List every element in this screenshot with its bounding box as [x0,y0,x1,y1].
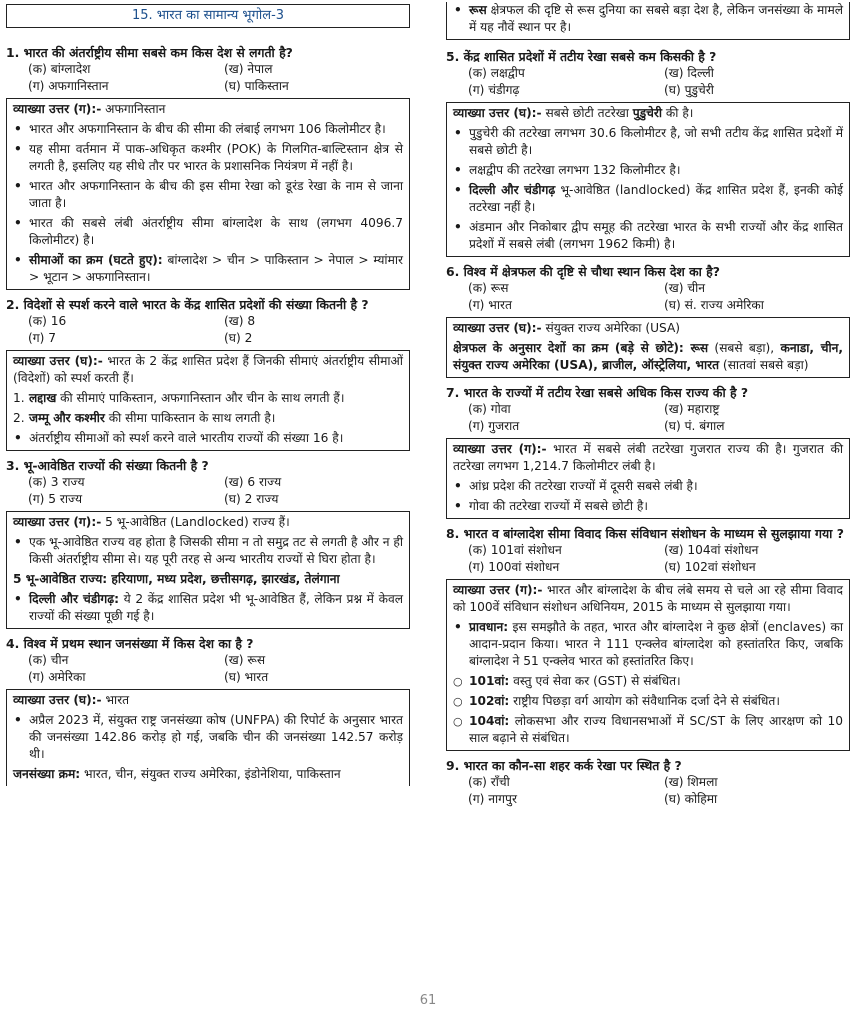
option: (ग) 7 [28,331,56,345]
explanation-head: व्याख्या उत्तर (घ):- भारत [13,693,130,707]
bullet: • सीमाओं का क्रम (घटते हुए): बांग्लादेश > चीन > पाकिस्तान > नेपाल > म्यांमार > भूटान > अफगानिस्तान। [13,252,403,286]
options-4 [6,652,410,686]
option: (ख) 6 राज्य [224,475,282,489]
option: (घ) 2 राज्य [224,492,279,506]
bullet: • दिल्ली और चंडीगढ़ भू-आवेष्ठित (landlocked) केंद्र शासित प्रदेश हैं, इनकी कोई तटरेखा नहीं है। [453,182,843,216]
option: (ख) चीन [664,281,706,295]
question-8: 8. भारत व बांग्लादेश सीमा विवाद किस संविधान संशोधन के माध्यम से सुलझाया गया ? [446,526,844,541]
option: (ग) नागपुर [468,792,517,806]
explanation-1 [6,98,410,290]
numbered-item: 1. लद्दाख की सीमाएं पाकिस्तान, अफगानिस्तान और चीन के साथ लगती हैं। [13,391,345,405]
explanation-head: व्याख्या उत्तर (ग):- अफगानिस्तान [13,102,166,116]
question-2: 2. विदेशों से स्पर्श करने वाले भारत के केंद्र शासित प्रदेशों की संख्या कितनी है ? [6,297,369,312]
options-8 [446,542,850,576]
option: (ख) 8 [224,314,256,328]
explanation-5 [446,102,850,257]
option: (क) 3 राज्य [28,475,85,489]
options-5 [446,65,850,99]
numbered-item: 2. जम्मू और कश्मीर की सीमा पाकिस्तान के साथ लगती है। [13,411,276,425]
option: (ग) अमेरिका [28,670,86,684]
bullet: • प्रावधान: इस समझौते के तहत, भारत और बांग्लादेश ने कुछ क्षेत्रों (enclaves) का आदान-प्रदान किया। भारत ने 111 एन्क्लेव बांग्लादेश को हस्तांतरित किए, जबकि बांग्लादेश ने 51 एन्क्लेव भारत को हस्तांतरित किए। [453,619,843,670]
right-column [446,2,850,811]
question-6: 6. विश्व में क्षेत्रफल की दृष्टि से चौथा स्थान किस देश का है? [446,264,720,279]
explanation-3 [6,511,410,629]
explanation-6 [446,317,850,378]
bullet: • अंडमान और निकोबार द्वीप समूह की तटरेखा भारत के सभी राज्यों और केंद्र शासित प्रदेशों में सबसे लंबी (लगभग 1962 किमी) है। [453,219,843,253]
bullet: • अंतर्राष्ट्रीय सीमाओं को स्पर्श करने वाले भारतीय राज्यों की संख्या 16 है। [13,430,403,447]
area-order: क्षेत्रफल के अनुसार देशों का क्रम (बड़े से छोटे): रूस (सबसे बड़ा), कनाडा, चीन, संयुक्त राज्य अमेरिका (USA), ब्राजील, ऑस्ट्रेलिया, भारत (सातवां सबसे बड़ा) [453,341,843,372]
bullet: • पुडुचेरी की तटरेखा लगभग 30.6 किलोमीटर है, जो सभी तटीय केंद्र शासित प्रदेशों में सबसे छोटी है। [453,125,843,159]
landlocked-states: 5 भू-आवेष्ठित राज्य: हरियाणा, मध्य प्रदेश, छत्तीसगढ़, झारखंड, तेलंगाना [13,572,340,586]
option: (घ) कोहिमा [664,792,718,806]
option: (घ) पं. बंगाल [664,419,725,433]
option: (घ) भारत [224,670,269,684]
bullet: • गोवा की तटरेखा राज्यों में सबसे छोटी है। [453,498,843,515]
option: (घ) 2 [224,331,253,345]
question-4: 4. विश्व में प्रथम स्थान जनसंख्या में किस देश का है ? [6,636,254,651]
page-number: 61 [419,993,437,1008]
option: (घ) 102वां संशोधन [664,560,756,574]
option: (क) गोवा [468,402,511,416]
bullet: • दिल्ली और चंडीगढ़: ये 2 केंद्र शासित प्रदेश भी भू-आवेष्ठित हैं, लेकिन प्रश्न में केवल राज्यों की संख्या पूछी गई है। [13,591,403,625]
option: (ख) शिमला [664,775,718,789]
options-9 [446,774,850,808]
bullet: • लक्षद्वीप की तटरेखा लगभग 132 किलोमीटर है। [453,162,843,179]
option: (ख) रूस [224,653,266,667]
sub-item: ○ 104वां: लोकसभा और राज्य विधानसभाओं में SC/ST के लिए आरक्षण को 10 साल बढ़ाने से संबंधित। [453,713,843,747]
explanation-7 [446,438,850,519]
option: (ग) गुजरात [468,419,520,433]
explanation-head: व्याख्या उत्तर (ग):- भारत और बांग्लादेश के बीच लंबे समय से चले आ रहे सीमा विवाद को 100वें संविधान संशोधन अधिनियम, 2015 के माध्यम से सुलझाया गया। [453,583,843,614]
option: (ख) नेपाल [224,62,273,76]
explanation-head: व्याख्या उत्तर (घ):- संयुक्त राज्य अमेरिका (USA) [453,321,681,335]
option: (क) रूस [468,281,509,295]
page-title: 15. भारत का सामान्य भूगोल-3 [6,4,410,28]
options-6 [446,280,850,314]
sub-item: ○ 101वां: वस्तु एवं सेवा कर (GST) से संबंधित। [453,673,843,690]
bullet: • भारत की सबसे लंबी अंतर्राष्ट्रीय सीमा बांग्लादेश के साथ (लगभग 4096.7 किलोमीटर) है। [13,215,403,249]
explanation-4-continued [446,2,850,40]
explanation-head: व्याख्या उत्तर (ग):- भारत में सबसे लंबी तटरेखा गुजरात राज्य की है। गुजरात की तटरेखा लगभग 1,214.7 किलोमीटर लंबी है। [453,442,843,473]
option: (घ) पाकिस्तान [224,79,289,93]
option: (क) चीन [28,653,69,667]
bullet: • एक भू-आवेष्ठित राज्य वह होता है जिसकी सीमा न तो समुद्र तट से लगती है और न ही किसी अंतर्राष्ट्रीय सीमा से। यह पूरी तरह से अन्य भारतीय राज्यों से घिरा होता है। [13,534,403,568]
explanation-8 [446,579,850,751]
bullet: • आंध्र प्रदेश की तटरेखा राज्यों में दूसरी सबसे लंबी है। [453,478,843,495]
bullet: • रूस क्षेत्रफल की दृष्टि से रूस दुनिया का सबसे बड़ा देश है, लेकिन जनसंख्या के मामले में यह नौवें स्थान पर है। [453,2,843,36]
explanation-head: व्याख्या उत्तर (घ):- भारत के 2 केंद्र शासित प्रदेश हैं जिनकी सीमाएं अंतर्राष्ट्रीय सीमाओं (विदेशों) को स्पर्श करती हैं। [13,354,404,385]
bullet: • अप्रैल 2023 में, संयुक्त राष्ट्र जनसंख्या कोष (UNFPA) की रिपोर्ट के अनुसार भारत की जनसंख्या 142.86 करोड़ हो गई, जबकि चीन की जनसंख्या 142.57 करोड़ थी। [13,712,403,763]
explanation-head: व्याख्या उत्तर (घ):- सबसे छोटी तटरेखा पुडुचेरी की है। [453,106,694,120]
options-3 [6,474,410,508]
option: (क) 16 [28,314,67,328]
options-7 [446,401,850,435]
option: (घ) पुडुचेरी [664,83,714,97]
option: (ग) भारत [468,298,512,312]
option: (ग) 100वां संशोधन [468,560,560,574]
question-1: 1. भारत की अंतर्राष्ट्रीय सीमा सबसे कम किस देश से लगती है? [6,45,293,60]
bullet: • भारत और अफगानिस्तान के बीच की इस सीमा रेखा को डूरंड रेखा के नाम से जाना जाता है। [13,178,403,212]
option: (क) लक्षद्वीप [468,66,525,80]
option: (ख) महाराष्ट्र [664,402,720,416]
options-2 [6,313,410,347]
option: (ख) दिल्ली [664,66,714,80]
question-7: 7. भारत के राज्यों में तटीय रेखा सबसे अधिक किस राज्य की है ? [446,385,749,400]
option: (क) 101वां संशोधन [468,543,562,557]
population-order: जनसंख्या क्रम: भारत, चीन, संयुक्त राज्य अमेरिका, इंडोनेशिया, पाकिस्तान [13,767,341,781]
option: (ग) 5 राज्य [28,492,83,506]
option: (ग) अफगानिस्तान [28,79,109,93]
option: (ग) चंडीगढ़ [468,83,520,97]
question-9: 9. भारत का कौन-सा शहर कर्क रेखा पर स्थित है ? [446,758,682,773]
explanation-2 [6,350,410,451]
sub-item: ○ 102वां: राष्ट्रीय पिछड़ा वर्ग आयोग को संवैधानिक दर्जा देने से संबंधित। [453,693,843,710]
options-1 [6,61,410,95]
bullet: • भारत और अफगानिस्तान के बीच की सीमा की लंबाई लगभग 106 किलोमीटर है। [13,121,403,138]
left-column [6,4,410,786]
bullet: • यह सीमा वर्तमान में पाक-अधिकृत कश्मीर (POK) के गिलगित-बाल्टिस्तान क्षेत्र से लगती है, इसलिए यह सीधे तौर पर भारत के प्रशासनिक नियंत्रण में नहीं है। [13,141,403,175]
option: (ख) 104वां संशोधन [664,543,759,557]
explanation-4 [6,689,410,786]
question-3: 3. भू-आवेष्ठित राज्यों की संख्या कितनी है ? [6,458,209,473]
option: (क) राँची [468,775,510,789]
explanation-head: व्याख्या उत्तर (ग):- 5 भू-आवेष्ठित (Landlocked) राज्य हैं। [13,515,290,529]
question-5: 5. केंद्र शासित प्रदेशों में तटीय रेखा सबसे कम किसकी है ? [446,49,717,64]
option: (घ) सं. राज्य अमेरिका [664,298,764,312]
option: (क) बांग्लादेश [28,62,91,76]
